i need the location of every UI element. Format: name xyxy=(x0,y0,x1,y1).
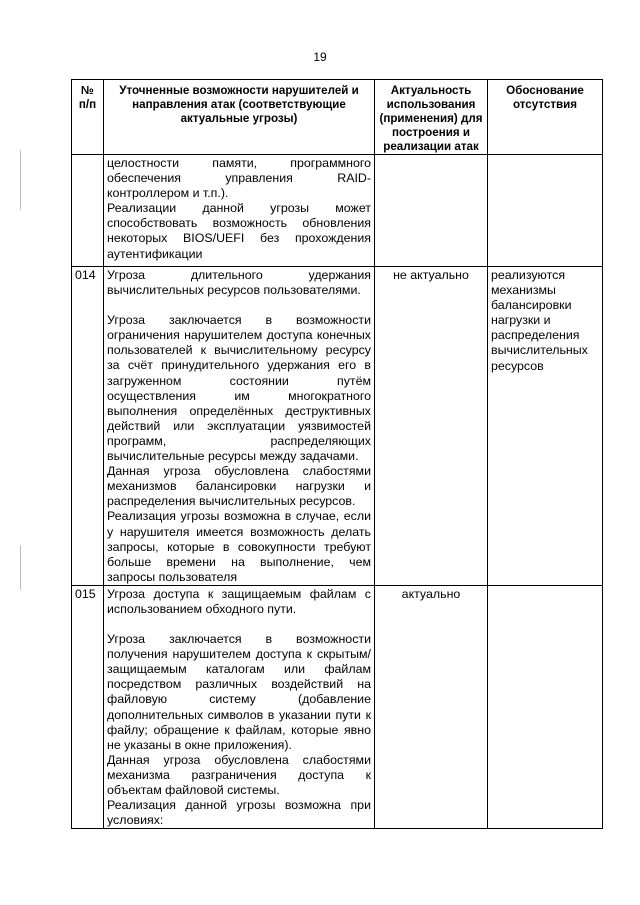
header-justification: Обоснование отсутствия xyxy=(488,80,603,155)
row-015-text-2: Данная угроза обусловлена слабостями механизма разграничения доступа к объектам файловой системы. xyxy=(107,752,371,797)
row-014-num: 014 xyxy=(72,267,104,586)
row-014-text-1: Угроза заключается в возможности ограничения нарушителем доступа конечных пользователей к вычислительному ресурсу за счёт принудительного удержания его в загруженном состоянии путём осуществления им многократного выполнения определённых деструктивных действий или эксплуатации уязвимостей программ, распределяющих вычислительные ресурсы между задачами. xyxy=(107,313,371,464)
row-014-justification: реализуются механизмы балансировки нагрузки и распределения вычислительных ресурсов xyxy=(488,267,603,586)
table-row-015 xyxy=(72,585,603,828)
scan-artifact-line xyxy=(20,150,21,210)
row-014-title: Угроза длительного удержания вычислительных ресурсов пользователями. xyxy=(107,268,371,298)
header-relevance: Актуальность использования (применения) для построения и реализации атак xyxy=(375,80,488,155)
cell-justification-empty xyxy=(488,155,603,267)
cell-relevance-empty xyxy=(375,155,488,267)
row-015-relevance: актуально xyxy=(375,585,488,828)
table-row-continuation xyxy=(72,155,603,267)
header-num: № п/п xyxy=(72,80,104,155)
cell-num-empty xyxy=(72,155,104,267)
row-015-justification xyxy=(488,585,603,828)
row-015-capabilities xyxy=(104,585,375,828)
cell-capabilities xyxy=(104,155,375,267)
threat-table xyxy=(71,79,603,829)
row-015-text-1: Угроза заключается в возможности получения нарушителем доступа к скрытым/защищаемым каталогам или файлам посредством различных воздействий на файловую систему (добавление дополнительных символов в указании пути к файлу; обращение к файлам, которые явно не указаны в окне приложения). xyxy=(107,632,371,752)
header-capabilities: Уточненные возможности нарушителей и направления атак (соответствующие актуальные угрозы) xyxy=(104,80,375,155)
row-015-title: Угроза доступа к защищаемым файлам с использованием обходного пути. xyxy=(107,586,371,616)
continuation-text-1: целостности памяти, программного обеспечения управления RAID-контроллером и т.п.). xyxy=(107,156,371,201)
paragraph-gap xyxy=(107,298,371,313)
row-014-capabilities xyxy=(104,267,375,586)
table-row-014 xyxy=(72,267,603,586)
row-015-num: 015 xyxy=(72,585,104,828)
scan-artifact-line xyxy=(20,545,21,590)
row-015-text-3: Реализация данной угрозы возможна при условиях: xyxy=(107,798,371,828)
row-014-relevance: не актуально xyxy=(375,267,488,586)
row-014-text-3: Реализация угрозы возможна в случае, если у нарушителя имеется возможность делать запросы, которые в совокупности требуют больше времени на выполнение, чем запросы пользователя xyxy=(107,509,371,584)
paragraph-gap xyxy=(107,617,371,632)
continuation-text-2: Реализации данной угрозы может способствовать возможность обновления некоторых BIOS/UEFI без прохождения аутентификации xyxy=(107,201,371,261)
page-number: 19 xyxy=(313,50,327,64)
row-014-text-2: Данная угроза обусловлена слабостями механизмов балансировки нагрузки и распределения вычислительных ресурсов. xyxy=(107,464,371,509)
table-header-row xyxy=(72,80,603,155)
